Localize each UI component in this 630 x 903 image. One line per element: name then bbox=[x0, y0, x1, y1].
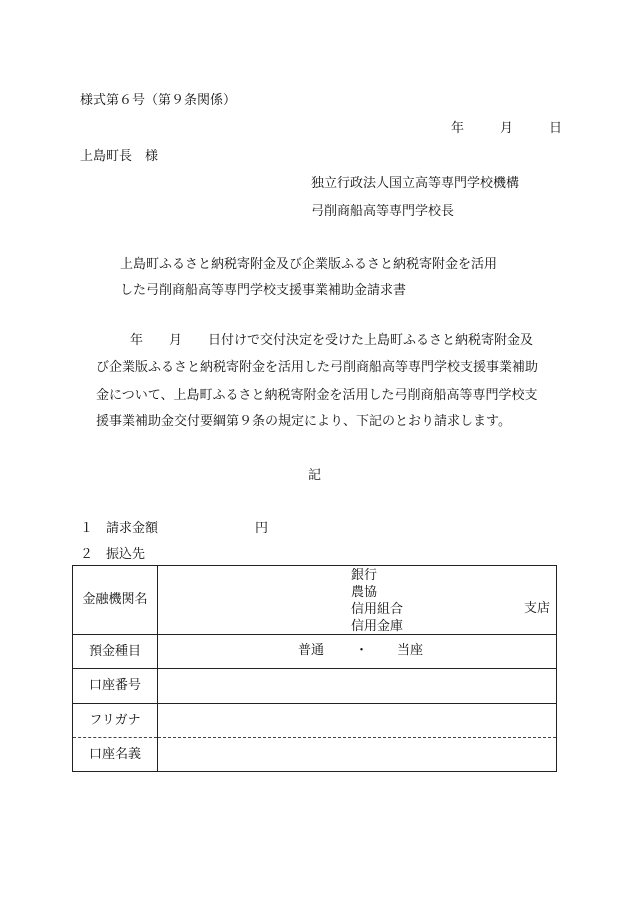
request-amount-label: １ 請求金額 bbox=[80, 521, 159, 536]
issuer-org: 独立行政法人国立高等専門学校機構 bbox=[311, 176, 520, 191]
institution-type-bank: 銀行 bbox=[351, 568, 378, 583]
yen-unit: 円 bbox=[255, 521, 269, 536]
branch-label: 支店 bbox=[523, 601, 550, 616]
item-request-amount bbox=[80, 521, 269, 537]
institution-type-agri-coop: 農協 bbox=[351, 585, 378, 600]
body-line-3: 金について、上島町ふるさと納税寄附金を活用した弓削商船高等専門学校支 bbox=[96, 388, 538, 403]
deposit-type-label: 預金種目 bbox=[73, 635, 158, 669]
body-line-1: 年 月 日付けで交付決定を受けた上島町ふるさと納税寄附金及 bbox=[130, 333, 534, 348]
account-holder-field[interactable] bbox=[158, 738, 557, 772]
date-line bbox=[451, 121, 562, 137]
table-row bbox=[73, 669, 557, 704]
furigana-label: フリガナ bbox=[73, 704, 158, 738]
form-number: 様式第６号（第９条関係） bbox=[80, 93, 237, 108]
account-holder-label: 口座名義 bbox=[73, 738, 158, 772]
body-line-2: び企業版ふるさと納税寄附金を活用した弓削商船高等専門学校支援事業補助 bbox=[96, 360, 539, 375]
furigana-field[interactable] bbox=[158, 704, 557, 738]
recipient: 上島町長 様 bbox=[80, 149, 159, 164]
date-month: 月 bbox=[500, 121, 514, 136]
ki-heading: 記 bbox=[308, 468, 322, 483]
table-row bbox=[73, 704, 557, 738]
body-line-4: 援事業補助金交付要綱第９条の規定により、下記のとおり請求します。 bbox=[96, 414, 511, 429]
deposit-type-separator: ・ bbox=[355, 643, 369, 658]
table-row bbox=[73, 566, 557, 635]
deposit-type-ordinary[interactable]: 普通 bbox=[298, 643, 325, 658]
institution-field[interactable] bbox=[158, 566, 557, 635]
subject-line-1: 上島町ふるさと納税寄附金及び企業版ふるさと納税寄附金を活用 bbox=[120, 257, 498, 272]
institution-label: 金融機関名 bbox=[73, 566, 158, 635]
institution-type-list bbox=[351, 567, 403, 635]
table-row bbox=[73, 635, 557, 669]
date-year: 年 bbox=[451, 121, 465, 136]
institution-type-credit-union: 信用組合 bbox=[351, 602, 404, 617]
date-day: 日 bbox=[549, 121, 563, 136]
issuer-name: 弓削商船高等専門学校長 bbox=[311, 204, 455, 219]
subject-line-2: した弓削商船高等専門学校支援事業補助金請求書 bbox=[120, 283, 407, 298]
deposit-type-current[interactable]: 当座 bbox=[397, 643, 424, 658]
institution-type-shinkin: 信用金庫 bbox=[351, 619, 404, 634]
table-row bbox=[73, 738, 557, 772]
bank-account-table bbox=[72, 565, 557, 772]
deposit-type-field[interactable] bbox=[158, 635, 557, 669]
account-number-label: 口座番号 bbox=[73, 669, 158, 704]
item-transfer-destination: ２ 振込先 bbox=[80, 547, 146, 562]
account-number-field[interactable] bbox=[158, 669, 557, 704]
